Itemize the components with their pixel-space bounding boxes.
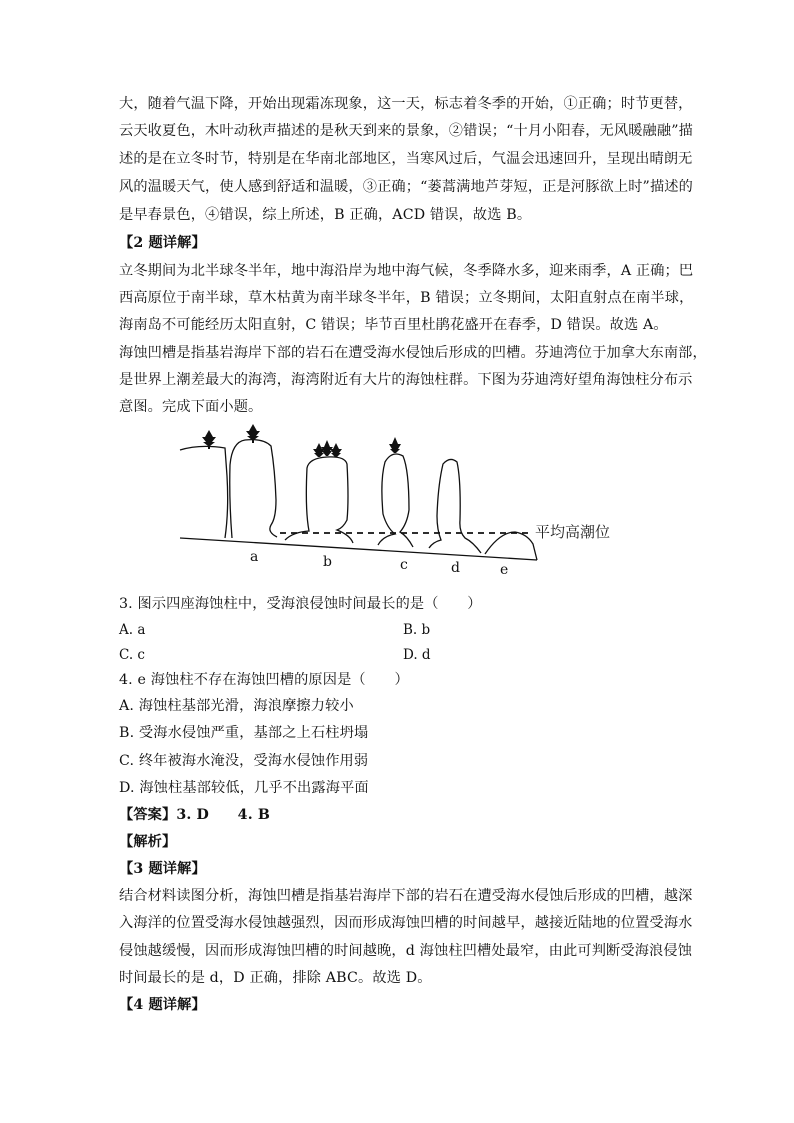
cliff: [180, 446, 228, 538]
prev-explanation-line-5: 是早春景色，④错误，综上所述，B 正确，ACD 错误，故选 B。: [119, 207, 532, 223]
material-line-3: 意图。完成下面小题。: [119, 399, 263, 415]
q3-option-b: B. b: [403, 622, 431, 638]
sea-stack-a: [230, 440, 277, 538]
analysis-heading: 【解析】: [119, 834, 177, 850]
material-line-2: 是世界上潮差最大的海湾，海湾附近有大片的海蚀柱群。下图为芬迪湾好望角海蚀柱分布示: [119, 372, 693, 388]
q3-heading: 【3 题详解】: [119, 861, 206, 877]
sea-stack-figure: [175, 420, 625, 580]
answer-line: 【答案】3. D 4. B: [119, 807, 271, 823]
sea-stack-b: [285, 457, 353, 543]
ground-line: [180, 538, 537, 560]
q2-explanation-line-2: 西高原位于南半球，草木枯黄为南半球冬半年，B 错误；立冬期间，太阳直射点在南半球，: [119, 290, 694, 306]
label-a: a: [250, 549, 259, 565]
sea-stack-e: [485, 532, 537, 560]
q4-option-a: A. 海蚀柱基部光滑，海浪摩擦力较小: [119, 698, 354, 714]
label-d: d: [451, 560, 460, 576]
q4-stem: 4. e 海蚀柱不存在海蚀凹槽的原因是（ ）: [119, 672, 409, 688]
q2-explanation-line-3: 海南岛不可能经历太阳直射，C 错误；毕节百里杜鹃花盛开在春季，D 错误。故选 A。: [119, 317, 668, 333]
prev-explanation-line-2: 云天收夏色，木叶动秋声描述的是秋天到来的景象，②错误；“十月小阳春，无风暖融融”描: [119, 123, 693, 139]
q4-option-b: B. 受海水侵蚀严重，基部之上石柱坍塌: [119, 725, 369, 741]
q2-heading: 【2 题详解】: [119, 235, 206, 251]
sea-stack-d: [429, 459, 481, 553]
q3-option-c: C. c: [119, 647, 145, 663]
q3-option-d: D. d: [403, 647, 431, 663]
material-line-1: 海蚀凹槽是指基岩海岸下部的岩石在遭受海水侵蚀后形成的凹槽。芬迪湾位于加拿大东南部，: [119, 345, 707, 361]
prev-explanation-line-4: 风的温暖天气，使人感到舒适和温暖，③正确；“蒌蒿满地芦芽短，正是河豚欲上时”描述的: [119, 179, 693, 195]
label-b: b: [323, 554, 332, 570]
label-e: e: [500, 562, 509, 578]
q3-explanation-line-1: 结合材料读图分析，海蚀凹槽是指基岩海岸下部的岩石在遭受海水侵蚀后形成的凹槽，越深: [119, 888, 693, 904]
sea-stack-diagram: [175, 420, 625, 580]
q4-option-d: D. 海蚀柱基部较低，几乎不出露海平面: [119, 780, 369, 796]
q3-explanation-line-4: 时间最长的是 d，D 正确，排除 ABC。故选 D。: [119, 970, 432, 986]
label-c: c: [400, 557, 408, 573]
q4-option-c: C. 终年被海水淹没，受海水侵蚀作用弱: [119, 753, 369, 769]
q3-option-a: A. a: [119, 622, 146, 638]
mean-high-tide-label: 平均高潮位: [535, 523, 611, 541]
prev-explanation-line-3: 述的是在立冬时节，特别是在华南北部地区，当寒风过后，气温会迅速回升，呈现出晴朗无: [119, 151, 693, 167]
q3-explanation-line-2: 入海洋的位置受海水侵蚀越强烈，因而形成海蚀凹槽的时间越早，越接近陆地的位置受海水: [119, 915, 693, 931]
q3-explanation-line-3: 侵蚀越缓慢，因而形成海蚀凹槽的时间越晚，d 海蚀柱凹槽处最窄，由此可判断受海浪侵蚀: [119, 943, 693, 959]
q4-heading: 【4 题详解】: [119, 997, 206, 1013]
prev-explanation-line-1: 大，随着气温下降，开始出现霜冻现象，这一天，标志着冬季的开始，①正确；时节更替，: [119, 96, 693, 112]
q2-explanation-line-1: 立冬期间为北半球冬半年，地中海沿岸为地中海气候，冬季降水多，迎来雨季，A 正确；巴: [119, 263, 694, 279]
q3-stem: 3. 图示四座海蚀柱中，受海浪侵蚀时间最长的是（ ）: [119, 596, 482, 612]
